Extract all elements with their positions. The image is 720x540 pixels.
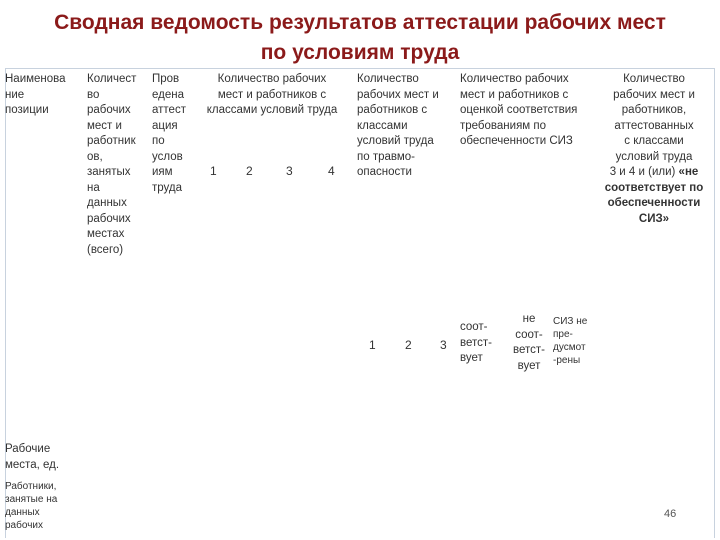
title-line-2: по условиям труда bbox=[260, 41, 460, 64]
header-attestation-done: Пров едена аттест ация по услов иям труда bbox=[152, 73, 186, 194]
header-ppe-compliance: Количество рабочих мест и работников с оценкой соответствия требованиям по обеспеченности СИЗ bbox=[460, 73, 578, 147]
header-non-compliant-ppe-emphasis: «не соответствует по обеспеченности СИЗ» bbox=[604, 166, 704, 225]
page-title bbox=[0, 8, 720, 68]
row-workplaces-label: Рабочие места, ед. bbox=[5, 443, 60, 471]
class-3-label: 3 bbox=[286, 164, 293, 178]
table-border-top bbox=[5, 68, 715, 69]
row-workers-label: Работники, занятые на данных рабочих bbox=[5, 481, 58, 531]
header-position-name: Наименова ние позиции bbox=[5, 73, 66, 116]
header-non-compliant-ppe-text: Количество рабочих мест и работников, аттестованных с классами условий труда 3 и 4 и (или) bbox=[609, 73, 695, 178]
ppe-complies: соот- ветст- вует bbox=[460, 321, 492, 364]
class-1-label: 1 bbox=[210, 164, 217, 178]
header-injury-hazard: Количество рабочих мест и работников с классами условий труда по травмо- опасности bbox=[357, 73, 439, 178]
header-total-workplaces: Количест во рабочих мест и работник ов, занятых на данных рабочих местах (всего) bbox=[87, 73, 137, 256]
hazard-class-2-label: 2 bbox=[405, 338, 412, 352]
header-non-compliant-ppe bbox=[593, 72, 715, 227]
title-line-1: Сводная ведомость результатов аттестации рабочих мест bbox=[54, 11, 666, 34]
hazard-class-1-label: 1 bbox=[369, 338, 376, 352]
page-number: 46 bbox=[664, 508, 677, 520]
ppe-not-provided: СИЗ не пре- дусмот -рены bbox=[553, 316, 588, 366]
class-2-label: 2 bbox=[246, 164, 253, 178]
class-4-label: 4 bbox=[328, 164, 335, 178]
hazard-class-3-label: 3 bbox=[440, 338, 447, 352]
ppe-not-complies: не соот- ветст- вует bbox=[513, 313, 545, 372]
results-table bbox=[5, 68, 715, 538]
header-working-conditions-classes: Количество рабочих мест и работников с классами условий труда bbox=[206, 73, 338, 116]
